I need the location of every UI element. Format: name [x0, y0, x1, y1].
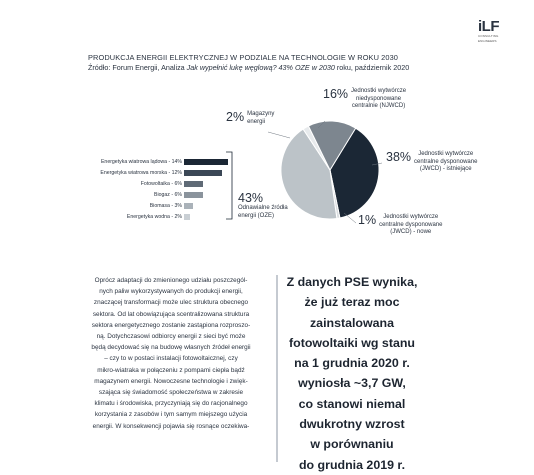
bar-label: Energetyka wodna - 2% — [126, 214, 182, 220]
logo-sub-2: ENGINEERS — [478, 38, 497, 43]
bar-label: Biogaz - 6% — [154, 192, 182, 198]
quote-line: w porównaniu — [310, 437, 394, 452]
label-oze-line-1: Odnawialne źródła — [238, 205, 288, 211]
bar-row — [80, 180, 230, 188]
quote-line: dwukrotny wzrost — [299, 417, 405, 432]
bar-row — [80, 213, 230, 221]
label-njwcd-line-1: Jednostki wytwórcze — [351, 88, 407, 94]
quote-line: fotowoltaiki wg stanu — [289, 335, 415, 350]
label-oze — [238, 192, 288, 220]
body-line: znaczącej transformacji może ulec struktura obecnego — [93, 299, 249, 307]
label-jwcd-existing — [386, 151, 477, 174]
bar — [184, 170, 222, 176]
body-line: energii. W konsekwencji pojawia się rosnące oczekiwa- — [92, 422, 250, 430]
label-jwcd-new — [358, 214, 442, 237]
source-title: Jak wypełnić lukę węglową? 43% OZE w 2030 — [186, 63, 335, 72]
label-jwcd-existing-line-3: (JWCD) - istniejące — [419, 166, 472, 173]
bar — [184, 203, 193, 209]
label-njwcd — [323, 88, 406, 111]
bar-label: Biomasa - 3% — [149, 203, 182, 209]
source-prefix: Źródło: Forum Energii, Analiza — [88, 63, 187, 72]
bar-row — [80, 202, 230, 210]
label-oze-pct: 43% — [238, 191, 264, 205]
body-line: nych paliw wykorzystywanych do produkcji energii, — [99, 288, 243, 296]
body-line: sektora. Od lat obowiązująca scentralizowana struktura — [92, 310, 250, 318]
label-njwcd-line-2: niedysponowane — [356, 95, 402, 102]
label-storage-line-1: Magazyny — [247, 111, 275, 117]
quote-line: zainstalowana — [309, 315, 394, 330]
quote-line: Z danych PSE wynika, — [286, 275, 418, 289]
label-oze-line-2: energii (OZE) — [238, 212, 275, 219]
body-line: będą decydować się na budowę własnych źródeł energii — [91, 344, 251, 352]
bar-row — [80, 169, 230, 177]
label-jwcd-new-line-3: (JWCD) - nowe — [390, 229, 432, 236]
label-jwcd-existing-line-1: Jednostki wytwórcze — [418, 151, 474, 157]
body-line: magazynem energii. Nowoczesne technologie i zwięk- — [94, 377, 248, 385]
quote-line: wyniosła ~3,7 GW, — [298, 376, 406, 391]
label-njwcd-line-3: centralnie (NJWCD) — [351, 103, 406, 110]
quote-line: na 1 grudnia 2020 r. — [294, 356, 410, 371]
bar — [184, 181, 203, 187]
label-jwcd-new-line-1: Jednostki wytwórcze — [383, 214, 439, 220]
label-jwcd-new-line-2: centralne dysponowane — [379, 221, 443, 228]
leader-storage — [268, 132, 290, 138]
bar-label: Fotowoltaika - 6% — [140, 181, 182, 187]
bar-label: Energetyka wiatrowa morska - 12% — [100, 170, 182, 176]
bar — [184, 214, 190, 220]
body-line: mikro-wiatraka w połączeniu z pompami ciepła bądź — [97, 366, 245, 374]
body-line: – czy to w postaci instalacji fotowoltaicznej, czy — [104, 355, 238, 363]
source-suffix: roku, październik 2020 — [334, 63, 410, 72]
body-line: klimatu i środowiska, przyczyniają się do racjonalnego — [94, 400, 248, 408]
logo-sub-1: CONSULTING — [478, 34, 499, 38]
body-line: ną. Dotychczasowi odbiorcy energii z sieci być może — [96, 333, 246, 341]
body-paragraph — [86, 275, 256, 432]
bar-row — [80, 158, 230, 166]
body-line: sektora energetycznego zostanie zastąpiona rozproszo- — [91, 321, 251, 329]
quote-line: do grudnia 2019 r. — [298, 457, 406, 472]
body-line: korzystania z zasobów i tym samym miejszego użycia — [94, 411, 248, 419]
label-storage-pct: 2% — [226, 110, 245, 124]
bar — [184, 192, 203, 198]
pull-quote — [282, 272, 422, 475]
quote-line: co stanowi niemal — [298, 396, 406, 411]
body-line: Oprócz adaptacji do zmienionego udziału poszczegól- — [94, 277, 248, 284]
body-line: szająca się świadomość społeczeństwa w zakresie — [98, 389, 244, 397]
logo-mark: iLF — [478, 18, 499, 35]
bar-label: Energetyka wiatrowa lądowa - 14% — [100, 159, 182, 165]
bar-row — [80, 191, 230, 199]
label-njwcd-pct: 16% — [323, 87, 349, 101]
label-jwcd-new-pct: 1% — [358, 213, 377, 227]
quote-divider — [276, 275, 278, 462]
label-storage-line-2: energii — [247, 118, 266, 125]
bar — [184, 159, 228, 165]
label-jwcd-existing-pct: 38% — [386, 150, 412, 164]
label-storage — [226, 111, 274, 126]
label-jwcd-existing-line-2: centralne dysponowane — [414, 158, 478, 165]
chart-title: PRODUKCJA ENERGII ELEKTRYCZNEJ W PODZIALE NA TECHNOLOGIE W ROKU 2030 — [88, 53, 399, 62]
quote-line: że już teraz moc — [304, 295, 400, 310]
